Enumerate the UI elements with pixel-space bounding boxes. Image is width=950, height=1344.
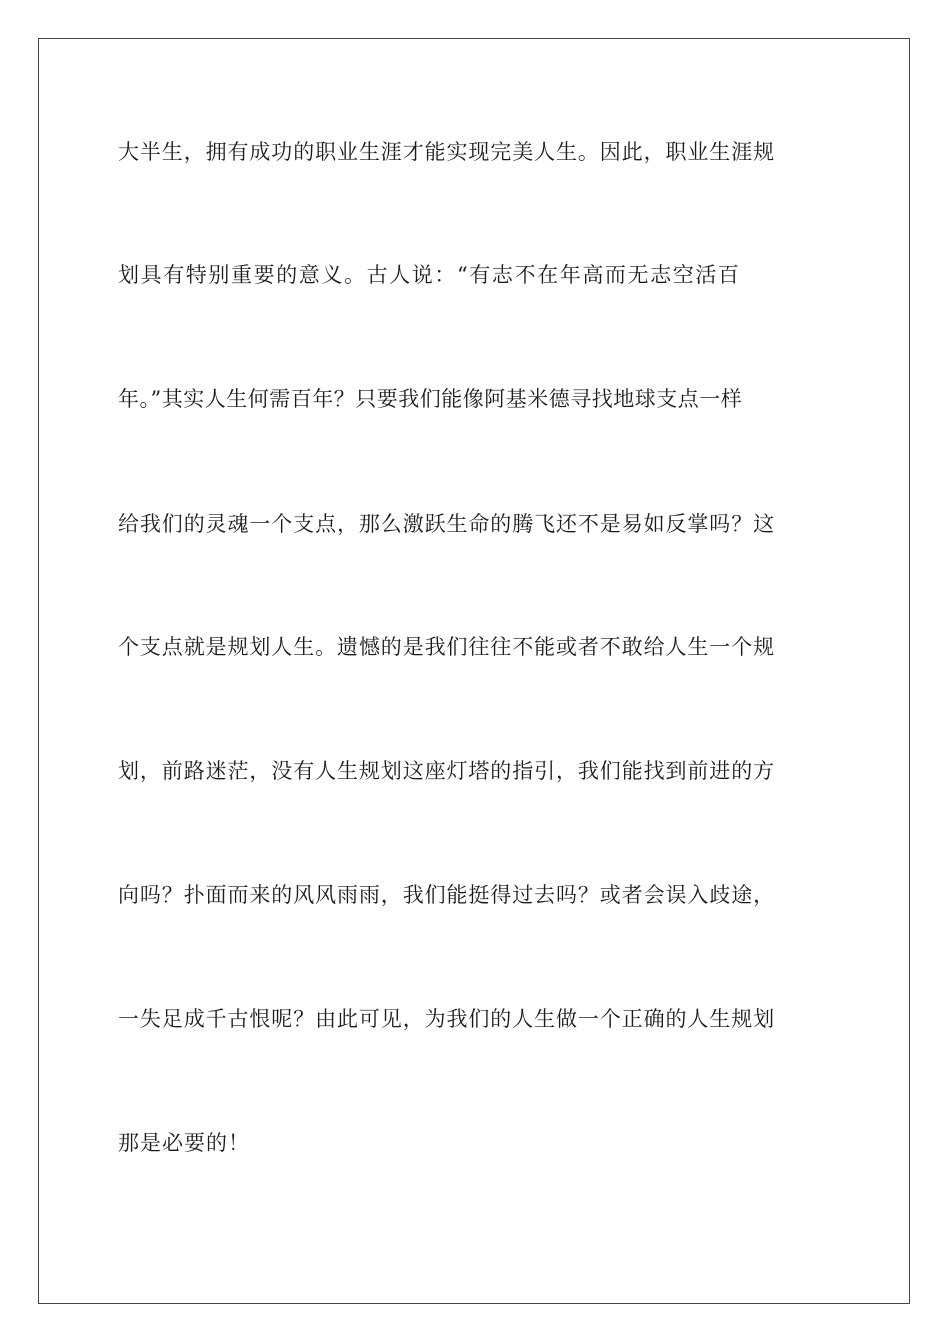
paragraph-line: 划具有特别重要的意义。古人说：“有志不在年高而无志空活百: [118, 263, 741, 287]
paragraph-line: 一失足成千古恨呢？由此可见，为我们的人生做一个正确的人生规划: [118, 1007, 775, 1031]
paragraph-line: 个支点就是规划人生。遗憾的是我们往往不能或者不敢给人生一个规: [118, 635, 775, 659]
paragraph-line: 大半生，拥有成功的职业生涯才能实现完美人生。因此，职业生涯规: [118, 140, 775, 164]
paragraph-line: 划，前路迷茫，没有人生规划这座灯塔的指引，我们能找到前进的方: [118, 759, 775, 783]
page-border: [38, 38, 910, 1304]
paragraph-line: 向吗？扑面而来的风风雨雨，我们能挺得过去吗？或者会误入歧途，: [118, 883, 775, 907]
paragraph-line: 年。”其实人生何需百年？只要我们能像阿基米德寻找地球支点一样: [118, 387, 743, 411]
paragraph-line: 给我们的灵魂一个支点，那么激跃生命的腾飞还不是易如反掌吗？这: [118, 512, 775, 536]
paragraph-line: 那是必要的！: [118, 1131, 250, 1155]
